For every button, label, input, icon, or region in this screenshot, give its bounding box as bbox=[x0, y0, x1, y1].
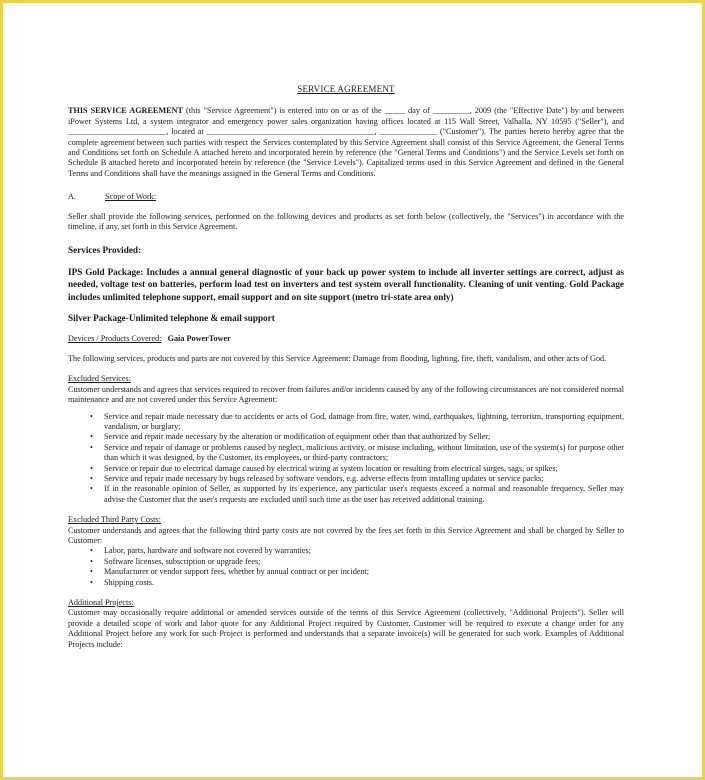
list-item: • Labor, parts, hardware and software not covered by warranties; bbox=[104, 546, 624, 556]
list-item: • Service and repair made necessary by the alteration or modification of equipment other than that authorized by Seller; bbox=[104, 432, 624, 442]
list-item: • Manufacturer or vendor support fees, whether by annual contract or per incident; bbox=[104, 567, 624, 577]
intro-paragraph bbox=[68, 106, 624, 179]
silver-package-line: Silver Package-Unlimited telephone & email support bbox=[68, 313, 275, 324]
document-title: SERVICE AGREEMENT bbox=[297, 84, 395, 94]
section-title: Scope of Work: bbox=[105, 192, 157, 202]
list-item: • Service or repair due to electrical damage caused by electrical wiring at system location or resulting from electrical surges, sags, or spikes; bbox=[104, 464, 624, 474]
list-item: • Software licenses, subscription or upgrade fees; bbox=[104, 557, 624, 567]
list-item: • Shipping costs. bbox=[104, 578, 624, 588]
excluded-third-party-heading: Excluded Third Party Costs: bbox=[68, 515, 161, 525]
excluded-third-party-intro: Customer understands and agrees that the following third party costs are not covered by the fees set forth in this Service Agreement and shall be charged by Seller to Customer: bbox=[68, 525, 624, 545]
excluded-services-list bbox=[68, 412, 624, 506]
devices-covered-line bbox=[68, 334, 624, 344]
intro-text: (this "Service Agreement") is entered into on or as of the _____ day of _________, 2009 (the "Effective Date") by and between iPower Systems Ltd, a system integrator and emergency power sales organization having offices located at 115 Wall Street, Valhalla, NY 10595 ("Seller"), and ________________________, located at _________________________________________, ______________ ("Customer"). The parties hereto hereby agree that the complete agreement between such parties with respect the Services contemplated by this Service Agreement shall consist of this Service Agreement, the General Terms and Conditions set forth on Schedule A attached hereto and incorporated herein by reference (the "General Terms and Conditions") and the Service Levels set forth on Schedule B attached hereto and incorporated herein by reference (the "Service Levels"). Capitalized terms used in this Service Agreement and defined in the General Terms and Conditions shall have the meanings assigned in the General Terms and Conditions. bbox=[68, 106, 624, 178]
excluded-third-party-list bbox=[68, 546, 624, 588]
section-a-heading bbox=[68, 192, 624, 202]
intro-lead: THIS SERVICE AGREEMENT bbox=[68, 106, 183, 116]
list-item: • Service and repair made necessary due to accidents or acts of God, damage from fire, water, wind, earthquakes, lightning, terrorism, transporting equipment, vandalism, or burglary; bbox=[104, 412, 624, 433]
services-provided-heading: Services Provided: bbox=[68, 245, 142, 256]
excluded-services-intro: Customer understands and agrees that services required to recover from failures and/or incidents caused by any of the following circumstances are not considered normal maintenance and are not covered under this Service Agreement: bbox=[68, 384, 624, 405]
list-item: • Service and repair made necessary by bugs released by software vendors, e.g. adverse effects from installing updates or service packs; bbox=[104, 474, 624, 484]
section-number: A. bbox=[68, 192, 76, 202]
list-item: • Service and repair of damage or problems caused by neglect, malicious activity, or misuse including, without limitation, use of the system(s) for purpose other than which it was designed, by the Customer, its employees, or third-party contractors; bbox=[104, 443, 624, 464]
list-item: • If in the reasonable opinion of Seller, as supported by its experience, any particular user's requests exceed a normal and reasonable frequency, Seller may advise the Customer that the user's requests are excluded until such time as the user has received additional training. bbox=[104, 484, 624, 505]
not-covered-paragraph: The following services, products and parts are not covered by this Service Agreement: Damage from flooding, lighting, fire, theft, vandalism, and other acts of God. bbox=[68, 353, 607, 363]
excluded-services-heading: Excluded Services: bbox=[68, 374, 131, 384]
document-page bbox=[68, 84, 624, 650]
devices-value: Gaia PowerTower bbox=[167, 333, 231, 343]
additional-projects-heading: Additional Projects: bbox=[68, 598, 134, 608]
additional-projects-paragraph: Customer may occasionally require additional or amended services outside of the terms of this Service Agreement (collectively, "Additional Projects"). Seller will provide a detailed scope of work and labor quote for any Additional Project required by Customer. Customer will be required to execute a change order for any Additional Project before any work for such Project is performed and understands that a separate invoice(s) will be generated for such work. Examples of Additional Projects include: bbox=[68, 608, 624, 649]
devices-label: Devices / Products Covered: bbox=[68, 333, 162, 343]
gold-package-paragraph: IPS Gold Package: Includes a annual general diagnostic of your back up power system to include all inverter settings are correct, adjust as needed, voltage test on batteries, perform load test on inverters and test system overall functionality. Cleaning of unit venting. Gold Package includes unlimited telephone support, email support and on site support (metro tri-state area only) bbox=[68, 266, 624, 302]
scope-paragraph: Seller shall provide the following services, performed on the following devices and products as set forth below (collectively, the "Services") in accordance with the timeline, if any, set forth in this Service Agreement. bbox=[68, 211, 624, 232]
